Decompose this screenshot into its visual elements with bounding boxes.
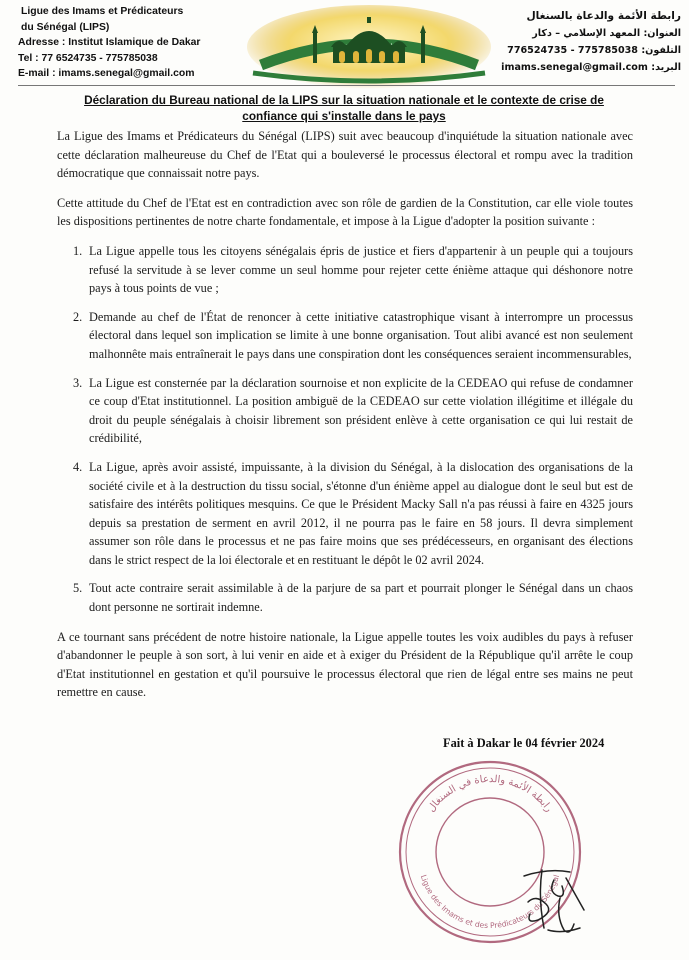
list-item-text: La Ligue, après avoir assisté, impuissante, à la division du Sénégal, à la dislocation des organisations de la société civile et à la destruction du tissu social, s'étonne d'un énième appel au dialogue dont le seul but est de satisfaire des intérêts politiques mesquins. Ce que le Président Macky Sall n'a pas réussi à faire en 4325 jours depuis sa prestation de serment en avril 2012, il ne pourra pas le faire en 58 jours. Il devra simplement assumer son rôle dans le processus et ne pas faire moins que ses prédécesseurs, en organisant des élections dans le strict respect de la loi électorale et en restituant le dépôt le 02 avril 2024. <box>89 459 633 567</box>
stamp-arabic-text: رابطة الأئمة والدعاة في السنغال <box>425 773 555 815</box>
svg-text:رابطة الأئمة والدعاة في السنغا <box>426 774 554 814</box>
org-name-line1: Ligue des Imams et Prédicateurs <box>21 6 184 17</box>
mosque-emblem-logo <box>243 3 495 93</box>
list-item-number: 1. <box>73 243 83 258</box>
position-list <box>57 242 633 617</box>
list-item-number: 5. <box>73 581 83 596</box>
list-item-number: 3. <box>73 375 83 390</box>
list-item <box>57 579 633 616</box>
intro-paragraph: La Ligue des Imams et Prédicateurs du Sénégal (LIPS) suit avec beaucoup d'inquiétude la situation nationale avec cette déclaration malheureuse du Chef de l'Etat qui a bouleversé le processus électoral et rompu avec la tradition démocratique que connaissait notre pays. <box>57 129 633 181</box>
header-contact-right <box>481 8 681 76</box>
list-item <box>57 242 633 298</box>
stamp-french-text: Ligue des Imams et des Prédicateurs du Sénégal <box>418 873 562 931</box>
org-address: Adresse : Institut Islamique de Dakar <box>18 37 201 48</box>
list-item-text: Demande au chef de l'État de renoncer à cette initiative catastrophique visant à interrompre un processus électoral dans lequel son implication se limite à une bonne organisation. Tout alibi avancé est non seulement malhonnête mais entraînerait le pays dans une conspiration dont les conséquences seraient incommensurables, <box>89 309 633 361</box>
list-item-text: La Ligue appelle tous les citoyens sénégalais épris de justice et fiers d'appartenir à un peuple qui a toujours refusé la servitude à se lever comme un seul homme pour rejeter cette énième attaque qui déshonore notre pays à tous points de vue ; <box>89 243 633 296</box>
list-item <box>57 308 633 364</box>
conclusion-paragraph: A ce tournant sans précédent de notre histoire nationale, la Ligue appelle toutes les voix audibles du pays à refuser d'abandonner le peuple à son sort, à lui venir en aide et à exiger du Président de la République qu'il arrête le coup d'Etat institutionnel en gestation et qu'il poursuive le processus électoral que rien de légal entre ses mains ne peut remettre en cause. <box>57 629 633 700</box>
header-divider <box>18 85 675 86</box>
handwritten-signature <box>518 858 588 938</box>
document-title: Déclaration du Bureau national de la LIPS sur la situation nationale et le contexte de crise de confiance qui s'installe dans le pays <box>84 93 604 123</box>
list-item-number: 4. <box>73 459 83 474</box>
org-name-line2: du Sénégal (LIPS) <box>21 21 110 33</box>
list-item <box>57 374 633 448</box>
org-name-arabic: رابطة الأئمة والدعاة بالسنغال <box>526 10 681 22</box>
org-phone: Tel : 77 6524735 - 775785038 <box>18 52 158 64</box>
place-date: Fait à Dakar le 04 février 2024 <box>443 736 605 750</box>
list-item-text: Tout acte contraire serait assimilable à de la parjure de sa part et pourrait plonger le Sénégal dans un chaos dont personne ne sortirait indemne. <box>89 581 633 615</box>
list-item <box>57 458 633 570</box>
header-contact-left <box>18 4 248 82</box>
position-paragraph: Cette attitude du Chef de l'Etat est en contradiction avec son rôle de gardien de la Constitution, car elle viole toutes les dispositions pertinentes de notre charte fondamentale, et impose à la Ligue d'adopter la position suivante : <box>57 195 633 229</box>
org-email-arabic: البريد: imams.senegal@gmail.com <box>501 62 681 73</box>
list-item-number: 2. <box>73 309 83 324</box>
org-phone-arabic: التلفون: 775785038 - 776524735 <box>507 45 681 56</box>
org-address-arabic: العنوان: المعهد الإسلامي – دكار <box>532 28 681 39</box>
list-item-text: La Ligue est consternée par la déclaration sournoise et non explicite de la CEDEAO qui refuse de condamner ce coup d'Etat institutionnel. La position ambiguë de la CEDEAO sur cette violation illégitime et illégale du droit du peuple sénégalais à choisir librement son président enlève à cette organisation ce qui lui restait de crédibilité, <box>89 375 633 446</box>
document-body <box>57 127 633 713</box>
org-email: E-mail : imams.senegal@gmail.com <box>18 68 195 79</box>
